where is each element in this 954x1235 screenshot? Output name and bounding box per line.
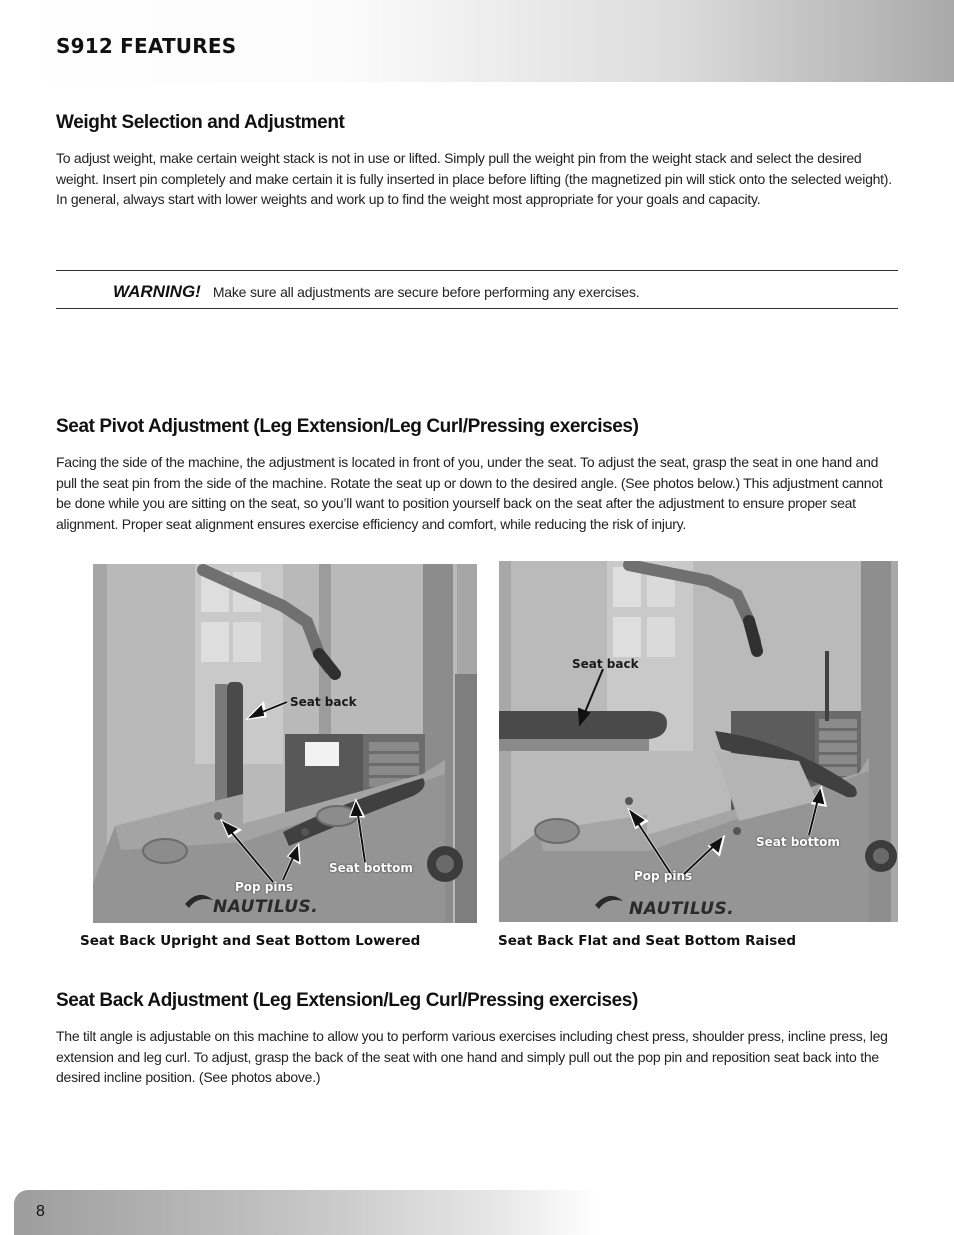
warning-label: WARNING! [113,282,201,301]
section-body-seat-pivot: Facing the side of the machine, the adjustment is located in front of you, under the seat. To adjust the seat, grasp the seat in one hand and pull the seat pin from the side of the machine. Rotate the seat up or down to the desired angle. (See photos below.) This adjustment cannot be done while you are sitting on the seat, so you’ll want to position yourself back on the seat after the adjustment to ensure proper seat alignment. Proper seat alignment ensures exercise efficiency and comfort, while reducing the risk of injury. [56,454,883,532]
photo-seat-flat [499,561,898,922]
section-heading-weight: Weight Selection and Adjustment [56,112,345,133]
label-seat-back: Seat back [572,657,639,671]
warning-text: Make sure all adjustments are secure before performing any exercises. [212,284,640,300]
warning-box [113,282,639,302]
nautilus-logo: NAUTILUS. [213,897,319,917]
section-heading-seat-pivot: Seat Pivot Adjustment (Leg Extension/Leg Curl/Pressing exercises) [56,416,639,437]
section-body-seat-back: The tilt angle is adjustable on this machine to allow you to perform various exercises including chest press, shoulder press, incline press, leg extension and leg curl. To adjust, grasp the back of the seat with one hand and simply pull out the pop pin and reposition seat back into the desired incline position. (See photos above.) [56,1028,888,1085]
label-seat-bottom: Seat bottom [756,835,840,849]
machine-illustration-flat [499,561,898,922]
section-body-weight: To adjust weight, make certain weight stack is not in use or lifted. Simply pull the weight pin from the weight stack and select the desired weight. Insert pin completely and make certain it is fully inserted in place before lifting (the magnetized pin will stick onto the selected weight). In general, always start with lower weights and work up to find the weight most appropriate for your goals and capacity. [56,150,892,207]
label-seat-back: Seat back [290,695,357,709]
label-seat-bottom: Seat bottom [329,861,413,875]
caption-seat-upright: Seat Back Upright and Seat Bottom Lowered [80,933,421,949]
photo-seat-upright [93,564,477,923]
machine-illustration-upright [93,564,477,923]
section-heading-seat-back: Seat Back Adjustment (Leg Extension/Leg Curl/Pressing exercises) [56,990,638,1011]
footer-band [14,1190,954,1235]
warning-top-rule [56,270,898,271]
label-pop-pins: Pop pins [634,869,693,883]
page-title: S912 FEATURES [56,34,237,58]
warning-bottom-rule [56,308,898,309]
page-number: 8 [36,1203,45,1220]
label-pop-pins: Pop pins [235,880,294,894]
caption-seat-flat: Seat Back Flat and Seat Bottom Raised [498,933,797,949]
nautilus-logo: NAUTILUS. [629,899,735,919]
